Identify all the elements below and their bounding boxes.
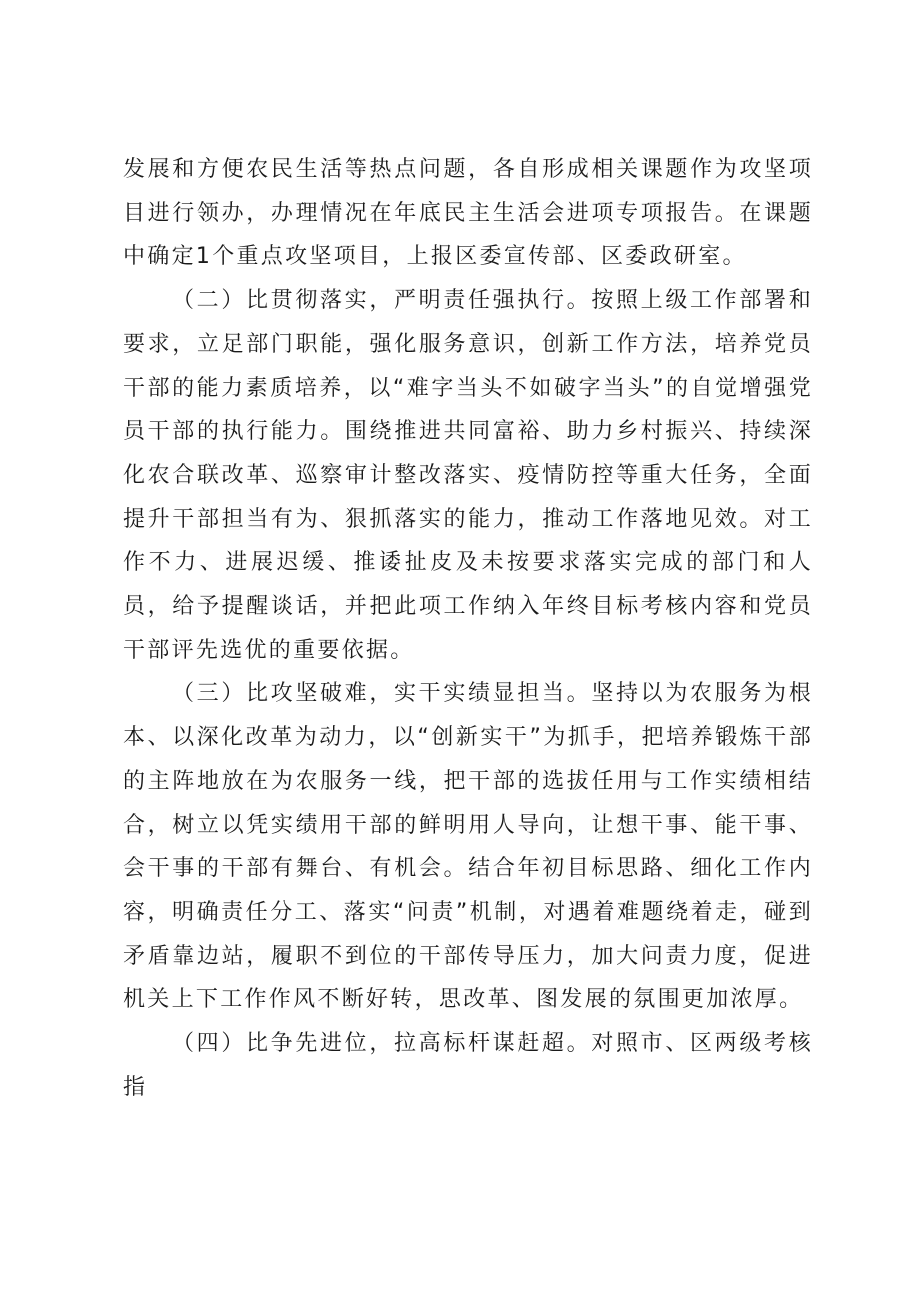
paragraph-continuation: 发展和方便农民生活等热点问题，各自形成相关课题作为攻坚项目进行领办，办理情况在年底民主生活会进项专项报告。在课题中确定1个重点攻坚项目，上报区委宣传部、区委政研室。 (123, 157, 813, 270)
document-body (123, 148, 813, 1109)
paragraph-section-4: （四）比争先进位，拉高标杆谋赶超。对照市、区两级考核指 (123, 1031, 813, 1100)
paragraph-section-2: （二）比贯彻落实，严明责任强执行。按照上级工作部署和要求，立足部门职能，强化服务意识，创新工作方法，培养党员干部的能力素质培养，以“难字当头不如破字当头”的自觉增强党员干部的执行能力。围绕推进共同富裕、助力乡村振兴、持续深化农合联改革、巡察审计整改落实、疫情防控等重大任务，全面提升干部担当有为、狠抓落实的能力，推动工作落地见效。对工作不力、进展迟缓、推诿扯皮及未按要求落实完成的部门和人员，给予提醒谈话，并把此项工作纳入年终目标考核内容和党员干部评先选优的重要依据。 (123, 288, 813, 663)
paragraph-section-3: （三）比攻坚破难，实干实绩显担当。坚持以为农服务为根本、以深化改革为动力，以“创新实干”为抓手，把培养锻炼干部的主阵地放在为农服务一线，把干部的选拔任用与工作实绩相结合，树立以凭实绩用干部的鲜明用人导向，让想干事、能干事、会干事的干部有舞台、有机会。结合年初目标思路、细化工作内容，明确责任分工、落实“问责”机制，对遇着难题绕着走，碰到矛盾靠边站，履职不到位的干部传导压力，加大问责力度，促进机关上下工作作风不断好转，思改革、图发展的氛围更加浓厚。 (123, 681, 813, 1013)
